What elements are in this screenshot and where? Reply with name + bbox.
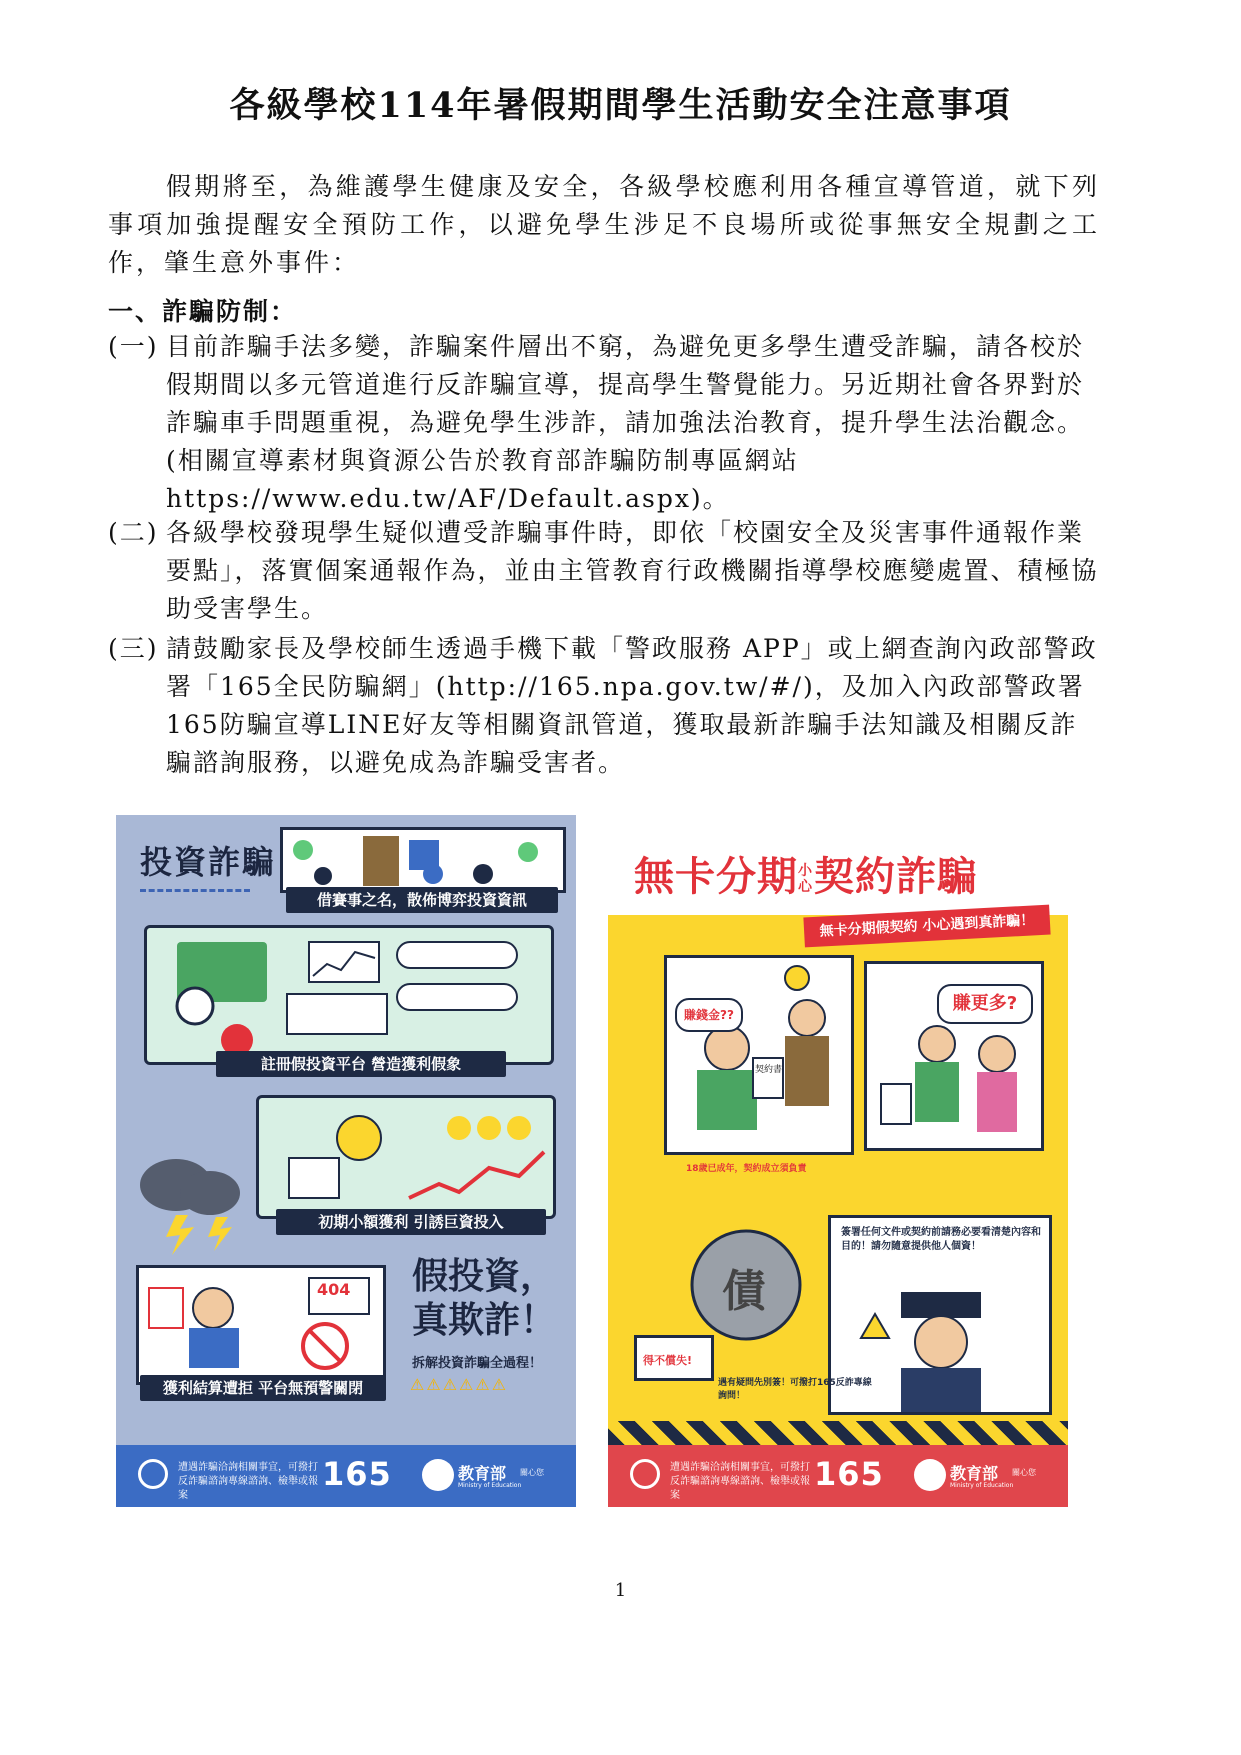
hotline-number: 165 — [322, 1455, 392, 1493]
social-media-icon — [283, 830, 563, 890]
contract-fraud-poster — [608, 815, 1068, 1507]
police-note: 遇有疑問先別簽！可撥打165反詐專線詢問！ — [718, 1378, 872, 1401]
footer-text: 遭遇詐騙洽詢相關事宜，可撥打反詐騙諮詢專線諮詢、檢舉或報案 — [670, 1462, 810, 1501]
item-text: 各級學校發現學生疑似遭受詐騙事件時，即依「校園安全及災害事件通報作業要點」，落實個案通報作為，並由主管教育行政機關指導學校應變處置、積極協助受害學生。 — [166, 518, 1099, 623]
item-number: (一) — [108, 332, 159, 361]
page-number: 1 — [614, 1580, 627, 1601]
phone-icon — [138, 1459, 168, 1489]
poster-title — [634, 845, 978, 902]
moe-name: 教育部 — [458, 1464, 507, 1483]
title-part-a: 無卡分期 — [634, 854, 798, 900]
caution-box — [634, 1335, 714, 1381]
step-banner-4: 獲利結算遭拒 平台無預警關閉 — [140, 1375, 386, 1401]
illustration-platform-closed — [136, 1265, 386, 1385]
slogan-subtitle: 拆解投資詐騙全過程！ — [412, 1356, 543, 1371]
intro-paragraph: 假期將至，為維護學生健康及安全，各級學校應利用各種宣導管道，就下列事項加強提醒安全預防工作，以避免學生涉足不良場所或從事無安全規劃之工作，肇生意外事件： — [108, 172, 1100, 277]
speech-bubble: 賺錢金?? — [675, 998, 743, 1032]
poster-ribbon: 無卡分期假契約 小心遇到真詐騙！ — [803, 905, 1050, 948]
title-part-b: 契約詐騙 — [814, 854, 978, 900]
list-item — [108, 514, 1100, 628]
care-text: 關心您 — [1012, 1468, 1036, 1477]
error-404-badge: 404 — [317, 1280, 351, 1299]
section-heading-fraud-prevention: 一、詐騙防制： — [108, 297, 298, 326]
warning-triangles-icon: ⚠⚠⚠⚠⚠⚠ — [410, 1375, 509, 1394]
profit-illustration — [259, 1098, 553, 1216]
step-banner-1: 借賽事之名，散佈博弈投資資訊 — [286, 887, 558, 913]
care-text: 關心您 — [520, 1468, 544, 1477]
illustration-small-profit — [256, 1095, 556, 1219]
moe-english: Ministry of Education — [458, 1482, 522, 1489]
poster-footer — [116, 1445, 576, 1507]
slogan — [412, 1255, 556, 1343]
poster-title: 投資詐騙 — [140, 843, 277, 881]
moe-logo-icon — [914, 1459, 946, 1491]
moe-logo-icon — [422, 1459, 454, 1491]
debt-character: 債 — [722, 1266, 766, 1317]
caution-text: 得不償失! — [643, 1354, 693, 1367]
hazard-stripe — [608, 1421, 1068, 1445]
contract-label: 契約書 — [755, 1065, 783, 1075]
investment-fraud-poster — [116, 815, 576, 1507]
footer-text: 遭遇詐騙洽詢相關事宜，可撥打反詐騙諮詢專線諮詢、檢舉或報案 — [178, 1462, 318, 1501]
slogan-line-1: 假投資， — [412, 1256, 557, 1297]
page-title: 各級學校114年暑假期間學生活動安全注意事項 — [229, 85, 1012, 126]
speech-bubble: 賺更多? — [937, 984, 1033, 1024]
moe-english: Ministry of Education — [950, 1482, 1014, 1489]
illustration-social-media — [280, 827, 566, 893]
age-warning-caption: 18歲已成年，契約成立須負責 — [686, 1164, 807, 1174]
warning-text: 簽署任何文件或契約前請務必要看清楚內容和目的！請勿隨意提供他人個資！ — [841, 1227, 1041, 1252]
hotline-number: 165 — [814, 1455, 884, 1493]
illustration-contract-signing — [664, 955, 854, 1155]
item-text: 目前詐騙手法多變，詐騙案件層出不窮，為避免更多學生遭受詐騙，請各校於假期間以多元管道進行反詐騙宣導，提高學生警覺能力。另近期社會各界對於詐騙車手問題重視，為避免學生涉詐，請加強法治教育，提升學生法治觀念。(相關宣導素材與資源公告於教育部詐騙防制專區網站 https://www.edu.tw/AF/Default.aspx)。 — [166, 332, 1085, 513]
step-banner-2: 註冊假投資平台 營造獲利假象 — [216, 1051, 506, 1077]
item-number: (二) — [108, 518, 159, 547]
list-item — [108, 630, 1100, 782]
platform-illustration — [147, 928, 551, 1062]
title-small: 小心 — [798, 863, 813, 895]
storm-cloud-icon — [136, 1145, 246, 1255]
item-text: 請鼓勵家長及學校師生透過手機下載「警政服務 APP」或上網查詢內政部警政署「165全民防騙網」(http://165.npa.gov.tw/#/)，及加入內政部警政署165防騙宣導LINE好友等相關資訊管道，獲取最新詐騙手法知識及相關反詐騙諮詢服務，以避免成為詐騙受害者。 — [166, 634, 1098, 777]
item-number: (三) — [108, 634, 159, 663]
divider — [140, 889, 250, 892]
contract-illustration — [667, 958, 851, 1152]
phone-icon — [630, 1459, 660, 1489]
moe-name: 教育部 — [950, 1464, 999, 1483]
step-banner-3: 初期小額獲利 引誘巨資投入 — [276, 1209, 546, 1235]
illustration-friends — [864, 961, 1044, 1151]
illustration-fake-platform — [144, 925, 554, 1065]
poster-footer — [608, 1445, 1068, 1507]
slogan-line-2: 真欺詐！ — [412, 1300, 557, 1341]
list-item — [108, 328, 1100, 518]
